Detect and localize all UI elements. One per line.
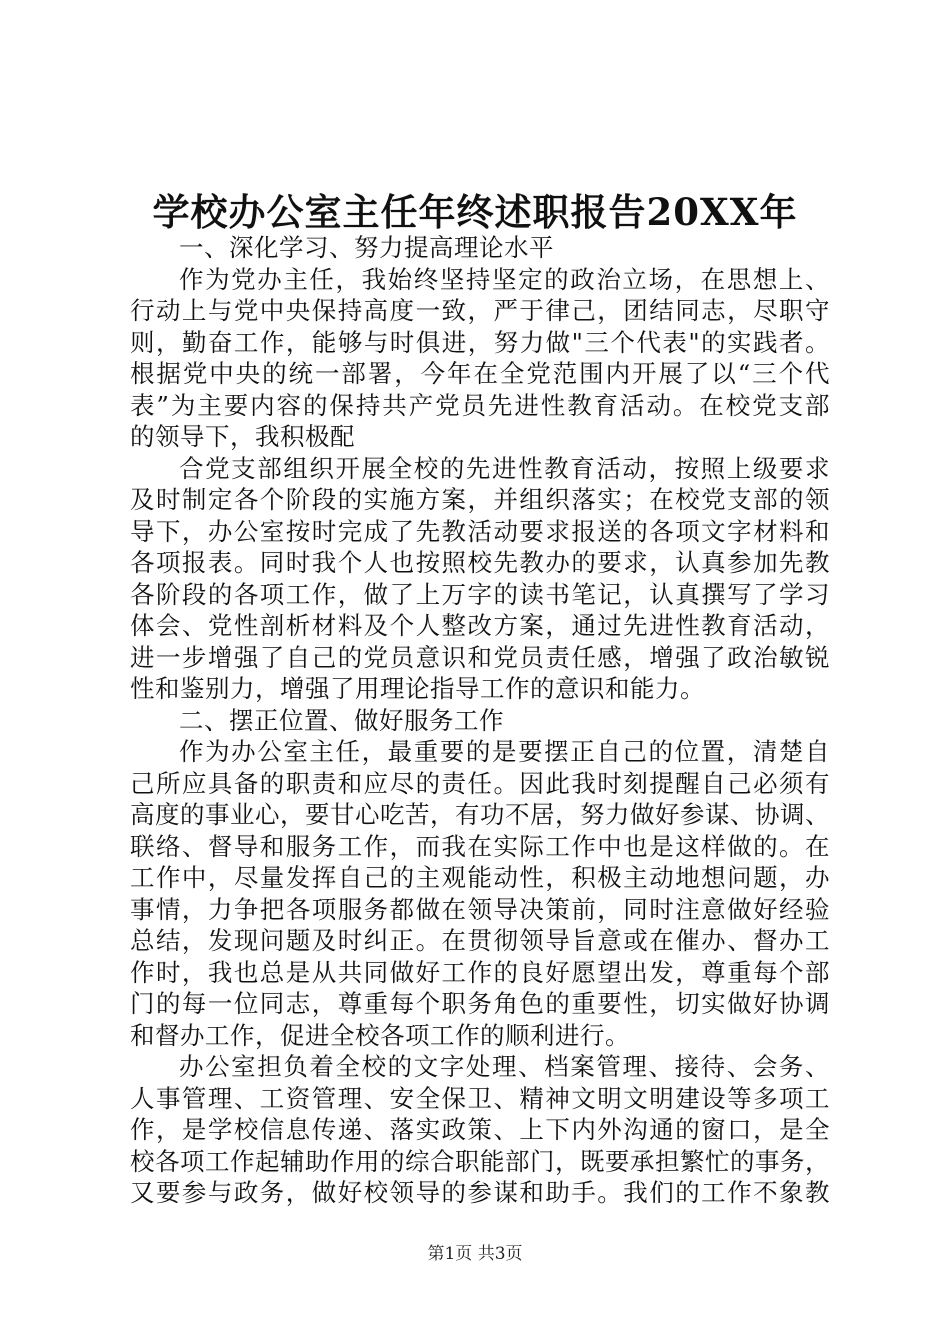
text-line: 各项报表。同时我个人也按照校先教办的要求，认真参加先教 [130, 548, 830, 577]
text-line: 导下，办公室按时完成了先教活动要求报送的各项文字材料和 [130, 516, 830, 546]
text-line: 作为办公室主任，最重要的是要摆正自己的位置，清楚自 [179, 737, 830, 766]
text-line: 事情，力争把各项服务都做在领导决策前，同时注意做好经验 [130, 894, 830, 924]
text-line: 作，是学校信息传递、落实政策、上下内外沟通的窗口，是全 [130, 1115, 830, 1144]
text-line: 和督办工作，促进全校各项工作的顺利进行。 [130, 1020, 630, 1050]
text-line: 高度的事业心，要甘心吃苦，有功不居，努力做好参谋、协调、 [130, 800, 830, 829]
text-line: 二、摆正位置、做好服务工作 [179, 705, 504, 735]
document-title: 学校办公室主任年终述职报告20XX年 [152, 190, 798, 234]
text-line: 则，勤奋工作，能够与时俱进，努力做"三个代表"的实践者。 [130, 327, 830, 357]
text-line: 人事管理、工资管理、安全保卫、精神文明文明建设等多项工 [130, 1083, 830, 1113]
text-line: 作为党办主任，我始终坚持坚定的政治立场，在思想上、 [179, 264, 830, 294]
text-line: 联络、督导和服务工作，而我在实际工作中也是这样做的。在 [130, 831, 830, 861]
text-line: 表”为主要内容的保持共产党员先进性教育活动。在校党支部 [130, 390, 830, 420]
text-line: 合党支部组织开展全校的先进性教育活动，按照上级要求 [179, 453, 830, 483]
text-line: 总结，发现问题及时纠正。在贯彻领导旨意或在催办、督办工 [130, 926, 830, 955]
text-line: 校各项工作起辅助作用的综合职能部门，既要承担繁忙的事务， [130, 1146, 830, 1176]
text-line: 体会、党性剖析材料及个人整改方案，通过先进性教育活动， [130, 611, 830, 640]
text-line: 作时，我也总是从共同做好工作的良好愿望出发，尊重每个部 [130, 957, 830, 987]
text-line: 工作中，尽量发挥自己的主观能动性，积极主动地想问题，办 [130, 863, 830, 892]
text-line: 各阶段的各项工作，做了上万字的读书笔记，认真撰写了学习 [130, 579, 830, 609]
document-body [130, 232, 830, 1209]
text-line: 及时制定各个阶段的实施方案，并组织落实；在校党支部的领 [130, 485, 830, 514]
text-line: 又要参与政务，做好校领导的参谋和助手。我们的工作不象教 [130, 1178, 830, 1207]
text-line: 性和鉴别力，增强了用理论指导工作的意识和能力。 [130, 674, 705, 703]
text-line: 的领导下，我积极配 [130, 422, 355, 451]
text-line: 一、深化学习、努力提高理论水平 [179, 233, 554, 262]
text-line: 根据党中央的统一部署，今年在全党范围内开展了以“三个代 [130, 359, 830, 388]
text-line: 行动上与党中央保持高度一致，严于律己，团结同志，尽职守 [130, 296, 830, 325]
text-line: 进一步增强了自己的党员意识和党员责任感，增强了政治敏锐 [130, 642, 830, 672]
text-line: 门的每一位同志，尊重每个职务角色的重要性，切实做好协调 [130, 989, 830, 1018]
page-footer: 第1页 共3页 [427, 1244, 523, 1264]
text-line: 办公室担负着全校的文字处理、档案管理、接待、会务、 [179, 1052, 830, 1081]
text-line: 己所应具备的职责和应尽的责任。因此我时刻提醒自己必须有 [130, 768, 830, 798]
